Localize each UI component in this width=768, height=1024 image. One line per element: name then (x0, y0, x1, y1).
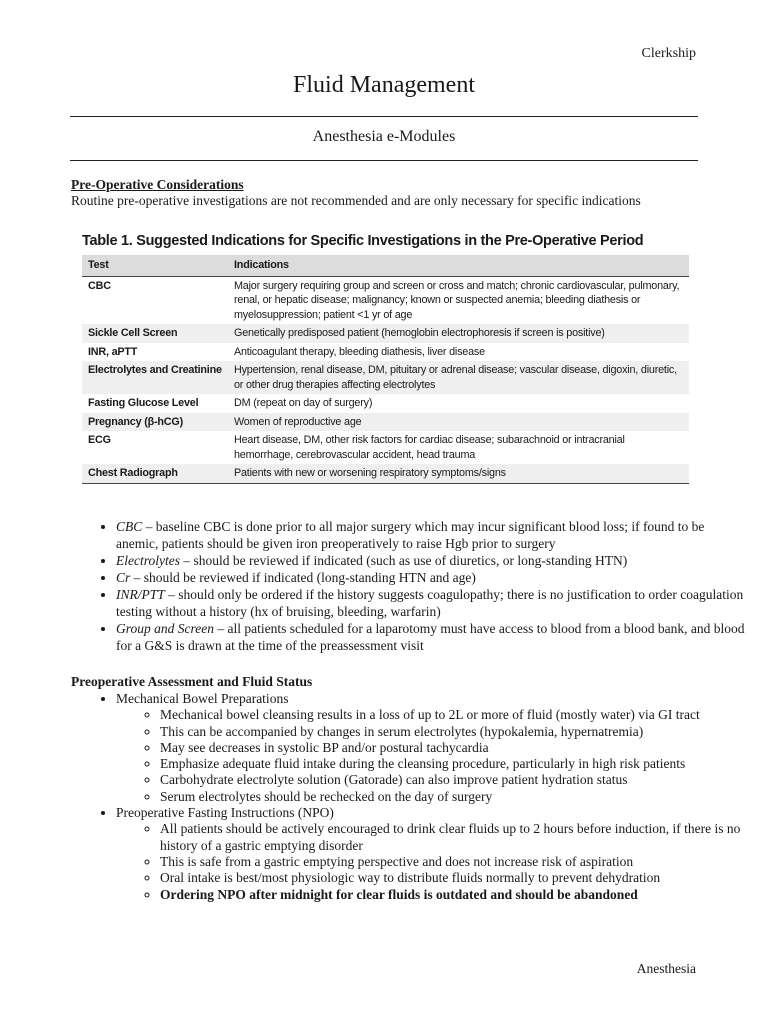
list-item-lead: Group and Screen (116, 621, 214, 636)
sub-list-item: ◦ This can be accompanied by changes in serum electrolytes (hypokalemia, hypernatremia) (160, 724, 748, 740)
table-row (82, 276, 689, 324)
indications-table (82, 255, 689, 484)
column-header: Indications (228, 255, 689, 276)
section-intro: Routine pre-operative investigations are not recommended and are only necessary for specific indications (71, 193, 641, 208)
table-row (82, 464, 689, 483)
footer-label: Anesthesia (636, 961, 696, 976)
sub-list-item: ◦ Emphasize adequate fluid intake during the cleansing procedure, particularly in high risk patients (160, 756, 748, 772)
list-item (116, 569, 748, 586)
test-cell: INR, aPTT (88, 345, 138, 358)
list-item (116, 691, 748, 805)
page-subtitle: Anesthesia e-Modules (312, 128, 456, 145)
table-row (82, 361, 689, 394)
test-cell: Fasting Glucose Level (88, 397, 199, 409)
page-title: Fluid Management (293, 72, 475, 98)
list-item-text: – should only be ordered if the history suggests coagulopathy; there is no justification to order coagulation testing without a history (hx of bruising, bleeding, warfarin) (116, 587, 744, 619)
list-item-text: – baseline CBC is done prior to all major surgery which may incur significant blood loss; if found to be anemic, patients should be given iron preoperatively to raise Hgb prior to surgery (116, 519, 705, 551)
indications-cell: Hypertension, renal disease, DM, pituitary or adrenal disease; vascular disease, digoxin, diuretic, or other drug therapies affecting electrolytes (234, 364, 677, 391)
sub-list (116, 707, 748, 805)
list-item (116, 552, 748, 569)
list-item-lead: INR/PTT (116, 587, 165, 602)
test-cell: Sickle Cell Screen (88, 327, 178, 339)
investigation-notes-list (71, 518, 748, 654)
table-header-row (82, 255, 689, 276)
test-cell: Electrolytes and Creatinine (88, 364, 222, 376)
title-divider (70, 116, 698, 117)
list-item-text: – should be reviewed if indicated (such as use of diuretics, or long-standing HTN) (179, 553, 628, 568)
sub-list-item: ◦ Oral intake is best/most physiologic way to distribute fluids normally to prevent dehydration (160, 870, 748, 886)
table-row (82, 394, 689, 413)
list-item-lead: Electrolytes (116, 553, 180, 568)
indications-cell: Women of reproductive age (234, 415, 362, 428)
sub-list-item: ◦ Ordering NPO after midnight for clear fluids is outdated and should be abandoned (160, 887, 748, 903)
section-heading-preop: Pre-Operative Considerations (71, 177, 244, 192)
test-cell: ECG (88, 434, 111, 446)
table-row (82, 413, 689, 432)
list-item-text: – all patients scheduled for a laparotomy must have access to blood from a blood bank, and blood for a G&S is drawn at the time of the preassessment visit (116, 621, 745, 653)
indications-cell: Genetically predisposed patient (hemoglobin electrophoresis if screen is positive) (234, 327, 605, 339)
list-item-label: Mechanical Bowel Preparations (116, 691, 289, 706)
sub-list-item: ◦ Carbohydrate electrolyte solution (Gatorade) can also improve patient hydration status (160, 772, 748, 788)
sub-list (116, 821, 748, 902)
list-item-text: – should be reviewed if indicated (long-standing HTN and age) (130, 570, 476, 585)
test-cell: Chest Radiograph (82, 464, 228, 483)
indications-cell: Anticoagulant therapy, bleeding diathesis, liver disease (234, 345, 485, 358)
header-label: Clerkship (641, 46, 696, 61)
list-item (116, 805, 748, 903)
column-header: Test (82, 255, 228, 276)
table-row (82, 343, 689, 362)
sub-list-item: ◦ This is safe from a gastric emptying perspective and does not increase risk of aspiration (160, 854, 748, 870)
list-item-label: Preoperative Fasting Instructions (NPO) (116, 805, 334, 821)
indications-cell: DM (repeat on day of surgery) (234, 397, 373, 409)
indications-cell: Major surgery requiring group and screen or cross and match; chronic cardiovascular, pulmonary, renal, or hepatic disease; malignancy; known or suspected anemia; bleeding diathesis or myelosuppression; patient <1 yr of age (234, 279, 680, 321)
sub-list-item: ◦ Serum electrolytes should be rechecked on the day of surgery (160, 789, 748, 805)
table-title: Table 1. Suggested Indications for Specific Investigations in the Pre-Operative Period (82, 233, 644, 249)
table-row (82, 324, 689, 343)
fluid-status-list (71, 691, 748, 903)
list-item (116, 518, 748, 552)
list-item-lead: CBC (116, 519, 143, 534)
sub-list-item: ◦ May see decreases in systolic BP and/or postural tachycardia (160, 740, 748, 756)
indications-cell: Patients with new or worsening respiratory symptoms/signs (228, 464, 689, 483)
section-heading-fluid-status: Preoperative Assessment and Fluid Status (71, 674, 313, 689)
sub-list-item: ◦ All patients should be actively encouraged to drink clear fluids up to 2 hours before induction, if there is no history of a gastric emptying disorder (160, 821, 748, 854)
list-item (116, 620, 748, 654)
list-item (116, 586, 748, 620)
test-cell: CBC (88, 279, 111, 292)
subtitle-divider (70, 160, 698, 161)
table-row (82, 431, 689, 464)
sub-list-item: ◦ Mechanical bowel cleansing results in a loss of up to 2L or more of fluid (mostly water) via GI tract (160, 707, 748, 723)
indications-cell: Heart disease, DM, other risk factors for cardiac disease; subarachnoid or intracranial hemorrhage, cerebrovascular accident, head trauma (234, 434, 625, 461)
list-item-lead: Cr (116, 570, 131, 585)
test-cell: Pregnancy (β-hCG) (88, 415, 183, 428)
